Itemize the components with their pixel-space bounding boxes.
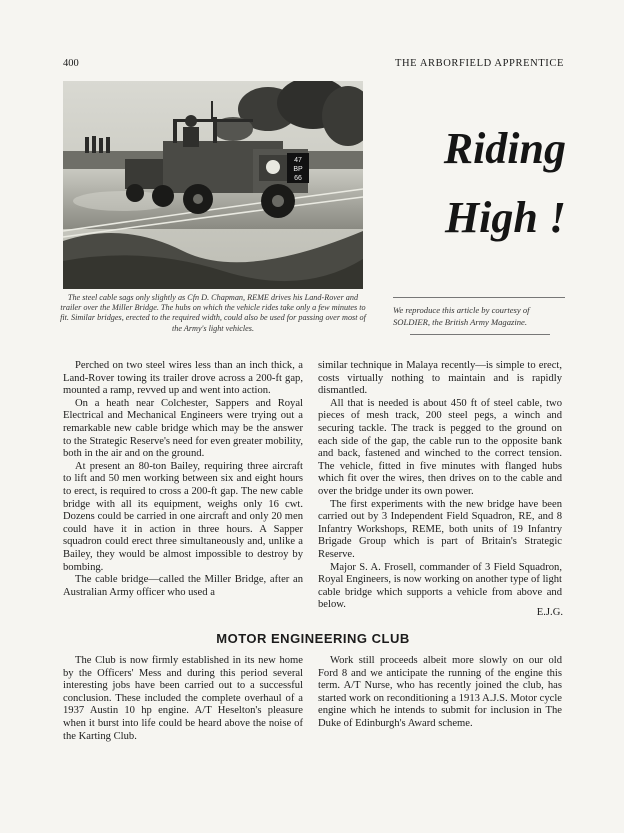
club-section-title: MOTOR ENGINEERING CLUB bbox=[216, 631, 410, 646]
article-continuation: similar technique in Malaya recently—is simple to erect, costs virtually nothing to maintain and is rapidly dismantled. bbox=[318, 360, 562, 397]
plate-line-3: 66 bbox=[294, 175, 302, 182]
article-paragraph: Major S. A. Frosell, commander of 3 Field Squadron, Royal Engineers, is now working on another type of light cable bridge which supports a vehicle from above and below. bbox=[318, 561, 562, 611]
article-paragraph: The cable bridge—called the Miller Bridge, after an Australian Army officer who used a bbox=[63, 574, 303, 598]
club-paragraph: The Club is now firmly established in its new home by the Officers' Mess and during this period several interesting jobs have been carried out to a successful conclusion. These included the complete overhaul of a 1937 Austin 10 hp engine. A/T Heselton's pleasure when it burst into life could be heard above the noise of the Karting Club. bbox=[63, 655, 303, 742]
plate-line-2: BP bbox=[293, 166, 303, 173]
article-column-right bbox=[318, 360, 562, 612]
club-paragraph: Work still proceeds albeit more slowly on our old Ford 8 and we anticipate the running of the engine this term. A/T Nurse, who has recently joined the club, has started work on reconditioning a 1913 A.J.S. Motor cycle engine which he intends to submit for inclusion in The Duke of Edinburgh's Award scheme. bbox=[318, 655, 562, 729]
headline-line-1: Riding bbox=[443, 124, 566, 173]
page-number: 400 bbox=[63, 58, 79, 69]
running-head: THE ARBORFIELD APPRENTICE bbox=[394, 58, 564, 69]
credit-rule-top bbox=[393, 297, 565, 298]
author-initials: E.J.G. bbox=[536, 607, 563, 618]
club-column-left bbox=[63, 655, 303, 743]
article-column-left bbox=[63, 360, 303, 599]
article-paragraph: Perched on two steel wires less than an inch thick, a Land-Rover towing its trailer drove across a 200-ft gap, mounted a ramp, revved up and went into action. bbox=[63, 360, 303, 397]
article-paragraph: All that is needed is about 450 ft of steel cable, two pieces of mesh track, 200 steel pegs, a winch and securing tackle. The track is pegged to the ground on each side of the gap, the cable run to the opposite bank and back, fastened and winched to the correct tension. The vehicle, fitted in five minutes with flanged hubs which fit over the wires, then drives on to the cable and over the bridge under its own power. bbox=[318, 397, 562, 497]
article-paragraph: On a heath near Colchester, Sappers and Royal Electrical and Mechanical Engineers were trying out a remarkable new cable bridge which may be the answer to the Strategic Reserve's need for even greater mobility, both in the air and on the ground. bbox=[63, 397, 303, 460]
photo-illustration bbox=[63, 81, 363, 289]
credit-rule-bottom bbox=[410, 334, 550, 335]
photo-caption: The steel cable sags only slightly as Cfn D. Chapman, REME drives his Land-Rover and trailer over the Miller Bridge. The hubs on which the vehicle rides take only a few minutes to fit. Similar bridges, erected to the required width, could also be used for passing over most of the Army's light vehicles. bbox=[60, 293, 366, 333]
courtesy-credit: We reproduce this article by courtesy of SOLDIER, the British Army Magazine. bbox=[393, 305, 530, 327]
plate-line-1: 47 bbox=[294, 157, 302, 164]
headline-line-2: High ! bbox=[444, 193, 566, 242]
article-paragraph: The first experiments with the new bridge have been carried out by 3 Independent Field Squadron, RE, and 8 Infantry Workshops, REME, both units of 19 Infantry Brigade Group which is part of Britain's Strategic Reserve. bbox=[318, 498, 562, 560]
club-column-right bbox=[318, 655, 562, 731]
land-rover-photo bbox=[63, 81, 363, 289]
article-paragraph: At present an 80-ton Bailey, requiring three aircraft to lift and 50 men working between six and eight hours to erect, is required to cross a 200-ft gap. The new cable bridge with all its equipment, weighs only 16 cwt. Dozens could be carried in one aircraft and only 20 men could have it in action in three hours. A Sapper squadron could erect three simultaneously and, unlike a Bailey, they would be almost impossible to destroy by bombing. bbox=[63, 460, 303, 573]
